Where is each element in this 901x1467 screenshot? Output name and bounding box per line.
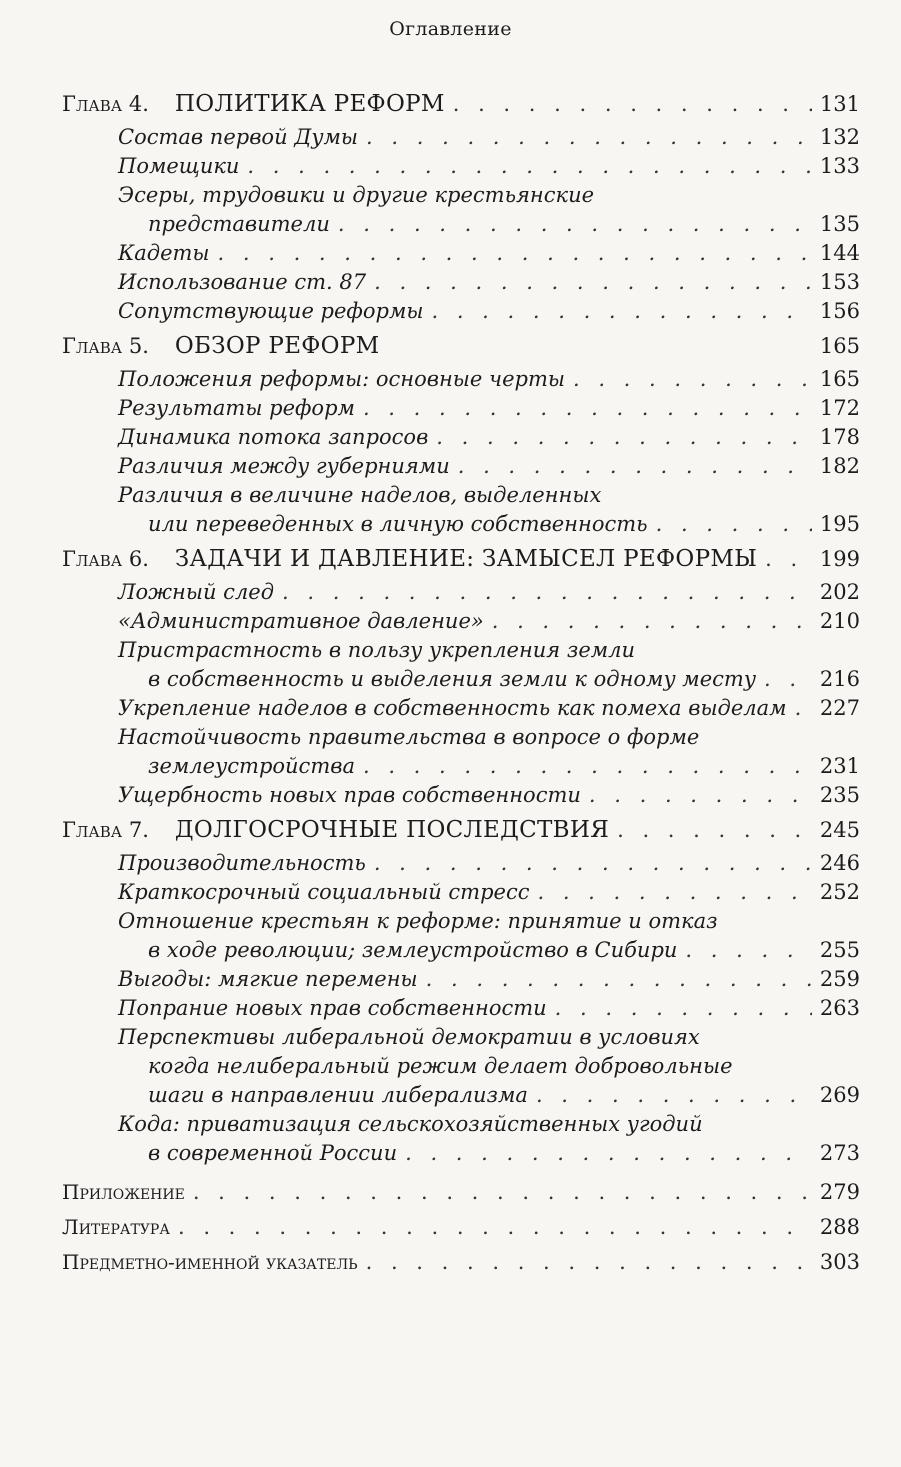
toc-item-label: Настойчивость правительства в вопросе о форме [118, 725, 700, 749]
toc-item[interactable] [62, 152, 860, 181]
dot-leader [656, 510, 812, 539]
chapter-number: Глава 7. [62, 818, 149, 842]
chapter-number: Глава 4. [62, 92, 149, 116]
toc-item-label: Предметно-именной указатель [62, 1250, 358, 1274]
toc-item[interactable] [62, 781, 860, 810]
dot-leader [431, 297, 811, 326]
toc-item[interactable] [62, 1110, 860, 1168]
toc-item-label: Попрание новых прав собственности [118, 996, 547, 1020]
page-number: 144 [819, 241, 860, 265]
toc-item[interactable] [62, 994, 860, 1023]
chapter-title: ПОЛИТИКА РЕФОРМ [174, 91, 445, 117]
toc-item-label: землеустройства [148, 754, 355, 778]
toc-item[interactable] [62, 297, 860, 326]
toc-item-label: Динамика потока запросов [118, 425, 429, 449]
toc-item-label: Кадеты [118, 241, 210, 265]
page-number: 252 [819, 880, 860, 904]
dot-leader [458, 452, 812, 481]
toc-item-label: Выгоды: мягкие перемены [118, 967, 418, 991]
page-number: 259 [819, 967, 860, 991]
toc-item-label: Приложение [62, 1180, 185, 1204]
toc-item[interactable] [62, 481, 860, 539]
toc-item[interactable] [62, 636, 860, 694]
page-number: 135 [819, 212, 860, 236]
page-number: 182 [819, 454, 860, 478]
page-number: 165 [819, 334, 860, 358]
toc-item-label: Пристрастность в пользу укрепления земли [118, 638, 636, 662]
dot-leader [405, 1139, 812, 1168]
toc-item[interactable] [62, 423, 860, 452]
page-number: 202 [819, 580, 860, 604]
page-title: Оглавление [389, 18, 512, 40]
toc-item-label: Использование ст. 87 [118, 270, 367, 294]
toc-item[interactable] [62, 452, 860, 481]
page-number: 235 [819, 783, 860, 807]
toc-item-label: представители [148, 212, 330, 236]
chapter-number: Глава 5. [62, 334, 149, 358]
chapter-6[interactable] [62, 545, 860, 574]
chapter-7[interactable] [62, 816, 860, 845]
page-number: 216 [819, 667, 860, 691]
page-number: 263 [819, 996, 860, 1020]
toc-item[interactable] [62, 694, 860, 723]
page-number: 131 [819, 92, 860, 116]
toc-item[interactable] [62, 365, 860, 394]
page-number: 288 [819, 1215, 860, 1239]
dot-leader [765, 545, 812, 574]
toc-item-label: Отношение крестьян к реформе: принятие и отказ [118, 909, 718, 933]
toc-item-label: Различия в величине наделов, выделенных [118, 483, 602, 507]
toc-item-label: когда нелиберальный режим делает добровольные [148, 1054, 733, 1078]
dot-leader [764, 665, 812, 694]
chapter-5[interactable] [62, 332, 860, 361]
dot-leader [453, 90, 812, 119]
dot-leader [436, 423, 812, 452]
page-number: 303 [819, 1250, 860, 1274]
toc-item-label: Ущербность новых прав собственности [118, 783, 581, 807]
toc-item-label: в собственность и выделения земли к одному месту [148, 667, 757, 691]
dot-leader [366, 123, 812, 152]
page-number: 273 [819, 1141, 860, 1165]
page-number: 132 [819, 125, 860, 149]
toc-item[interactable] [62, 123, 860, 152]
dot-leader [589, 781, 812, 810]
table-of-contents [62, 84, 860, 1277]
page-number: 172 [819, 396, 860, 420]
page-number: 279 [819, 1180, 860, 1204]
dot-leader [573, 365, 812, 394]
toc-item-label: Различия между губерниями [118, 454, 450, 478]
dot-leader [617, 816, 812, 845]
dot-leader [555, 994, 812, 1023]
page-number: 165 [819, 367, 860, 391]
toc-item[interactable] [62, 578, 860, 607]
page-number: 156 [819, 299, 860, 323]
toc-item[interactable] [62, 878, 860, 907]
toc-item[interactable] [62, 181, 860, 239]
toc-item-label: Укрепление наделов в собственность как помеха выделам [118, 696, 787, 720]
chapter-4[interactable] [62, 90, 860, 119]
dot-leader [218, 239, 812, 268]
page-number: 153 [819, 270, 860, 294]
dot-leader [536, 1081, 812, 1110]
toc-item-label: Эсеры, трудовики и другие крестьянские [118, 183, 595, 207]
dot-leader [537, 878, 811, 907]
toc-item-label: Ложный след [118, 580, 275, 604]
page-number: 178 [819, 425, 860, 449]
chapter-title: ЗАДАЧИ И ДАВЛЕНИЕ: ЗАМЫСЕЛ РЕФОРМЫ [174, 546, 758, 572]
dot-leader [247, 152, 812, 181]
toc-item[interactable] [62, 907, 860, 965]
page-number: 231 [819, 754, 860, 778]
toc-item-label: Кода: приватизация сельскохозяйственных угодий [118, 1112, 703, 1136]
toc-item-label: Результаты реформ [118, 396, 355, 420]
page-number: 255 [819, 938, 860, 962]
page-number: 245 [819, 818, 860, 842]
toc-appendix[interactable] [62, 1178, 860, 1207]
toc-item-label: в современной России [148, 1141, 398, 1165]
page-number: 133 [819, 154, 860, 178]
toc-item[interactable] [62, 239, 860, 268]
toc-item-label: Положения реформы: основные черты [118, 367, 565, 391]
toc-item[interactable] [62, 723, 860, 781]
page-number: 227 [819, 696, 860, 720]
dot-leader [363, 752, 812, 781]
dot-leader [374, 849, 812, 878]
toc-item[interactable] [62, 849, 860, 878]
dot-leader [374, 268, 812, 297]
page-number: 269 [819, 1083, 860, 1107]
toc-item[interactable] [62, 607, 860, 636]
dot-leader [178, 1213, 812, 1242]
toc-item[interactable] [62, 268, 860, 297]
toc-item[interactable] [62, 394, 860, 423]
toc-item-label: Перспективы либеральной демократии в условиях [118, 1025, 700, 1049]
toc-item-label: Сопутствующие реформы [118, 299, 424, 323]
page-number: 195 [819, 512, 860, 536]
toc-item-label: Помещики [118, 154, 240, 178]
toc-bibliography[interactable] [62, 1213, 860, 1242]
toc-item-label: Краткосрочный социальный стресс [118, 880, 530, 904]
toc-item-label: в ходе революции; землеустройство в Сибири [148, 938, 678, 962]
toc-item[interactable] [62, 965, 860, 994]
chapter-number: Глава 6. [62, 547, 149, 571]
dot-leader [795, 694, 812, 723]
toc-item-label: «Административное давление» [118, 609, 484, 633]
chapter-title: ДОЛГОСРОЧНЫЕ ПОСЛЕДСТВИЯ [174, 817, 610, 843]
dot-leader [282, 578, 812, 607]
dot-leader [366, 1248, 812, 1277]
dot-leader [426, 965, 812, 994]
toc-index[interactable] [62, 1248, 860, 1277]
toc-item-label: или переведенных в личную собственность [148, 512, 648, 536]
page-number: 246 [819, 851, 860, 875]
page-number: 199 [819, 547, 860, 571]
toc-item-label: шаги в направлении либерализма [148, 1083, 528, 1107]
dot-leader [685, 936, 811, 965]
dot-leader [363, 394, 812, 423]
toc-item-label: Литература [62, 1215, 170, 1239]
toc-item[interactable] [62, 1023, 860, 1110]
toc-item-label: Производительность [118, 851, 366, 875]
dot-leader [492, 607, 812, 636]
page-number: 210 [819, 609, 860, 633]
toc-item-label: Состав первой Думы [118, 125, 359, 149]
dot-leader [338, 210, 812, 239]
dot-leader [193, 1178, 812, 1207]
chapter-title: ОБЗОР РЕФОРМ [174, 333, 380, 359]
